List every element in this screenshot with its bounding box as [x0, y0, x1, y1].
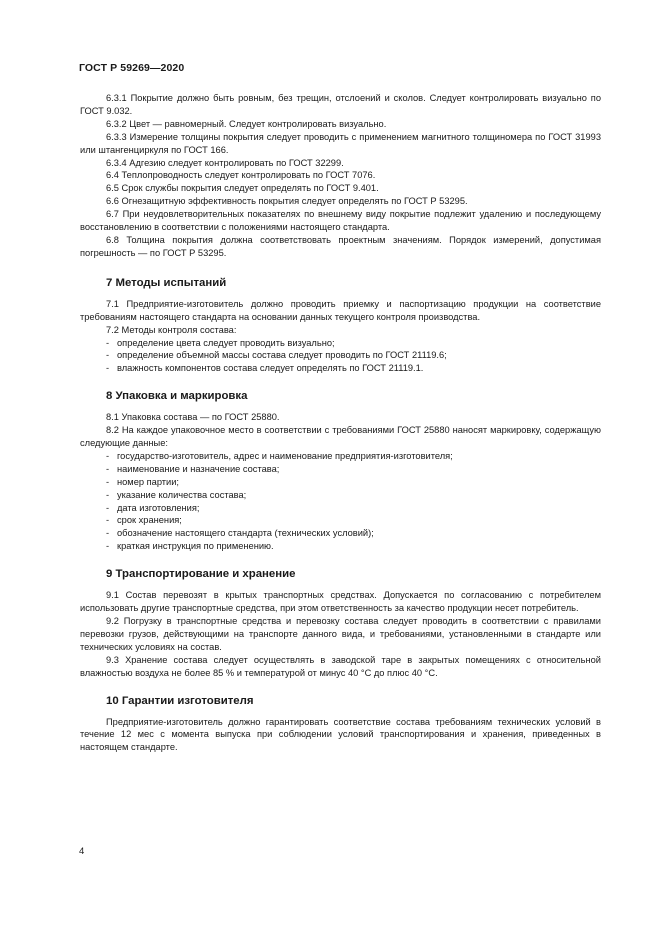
list-dash: - [106, 515, 110, 526]
list-dash: - [106, 489, 110, 500]
paragraph-9-2: 9.2 Погрузку в транспортные средства и перевозку состава следует проводить в соответствии с правилами перевозки грузов, действующими на транспорте данного вида, и требованиями, установленными в стандарте или технических условиях на состав. [80, 616, 601, 652]
list-dash: - [106, 450, 110, 461]
list-item-text: государство-изготовитель, адрес и наименование предприятия-изготовителя; [117, 450, 453, 461]
paragraph-7-2: 7.2 Методы контроля состава: [106, 324, 237, 335]
list-dash: - [106, 350, 110, 361]
list-item-text: наименование и назначение состава; [117, 463, 280, 474]
list-item-text: влажность компонентов состава следует определять по ГОСТ 21119.1. [117, 363, 424, 374]
list-dash: - [106, 502, 110, 513]
list-item-text: определение объемной массы состава следует проводить по ГОСТ 21119.6; [117, 350, 447, 361]
list-item-text: краткая инструкция по применению. [117, 541, 274, 552]
list-item-text: дата изготовления; [117, 502, 200, 513]
list-item-text: срок хранения; [117, 515, 182, 526]
list-item [80, 489, 601, 502]
section-7-heading: 7 Методы испытаний [106, 276, 227, 289]
list-dash: - [106, 528, 110, 539]
list-item [80, 362, 601, 375]
list-item [80, 514, 601, 527]
list-item [80, 476, 601, 489]
list-dash: - [106, 363, 110, 374]
paragraph-7-1: 7.1 Предприятие-изготовитель должно проводить приемку и паспортизацию продукции на соответствие требованиям настоящего стандарта на основании данных текущего контроля производства. [80, 298, 601, 322]
paragraph-9-1: 9.1 Состав перевозят в крытых транспортных средствах. Допускается по согласованию с потребителем использовать другие транспортные средства, при этом ответственность за качество продукции несет потребитель. [80, 590, 601, 614]
paragraph-6-3-1: 6.3.1 Покрытие должно быть ровным, без трещин, отслоений и сколов. Следует контролировать визуально по ГОСТ 9.032. [80, 93, 601, 116]
list-dash: - [106, 476, 110, 487]
paragraph-8-2: 8.2 На каждое упаковочное место в соответствии с требованиями ГОСТ 25880 наносят маркировку, содержащую следующие данные: [80, 425, 601, 449]
page-number: 4 [79, 846, 85, 857]
list-item [80, 349, 601, 362]
paragraph-6-3-4: 6.3.4 Адгезию следует контролировать по ГОСТ 32299. [106, 157, 344, 168]
list-item-text: указание количества состава; [117, 489, 247, 500]
list-item [80, 337, 601, 350]
section-9-heading: 9 Транспортирование и хранение [106, 568, 296, 581]
standard-header: ГОСТ Р 59269—2020 [79, 62, 185, 74]
paragraph-10: Предприятие-изготовитель должно гарантировать соответствие состава требованиям технических условий в течение 12 мес с момента выпуска при соблюдении условий транспортирования и хранения, приведенных в настоящем стандарте. [80, 716, 601, 753]
list-item [80, 540, 601, 553]
section-10-heading: 10 Гарантии изготовителя [106, 694, 254, 707]
list-item-text: обозначение настоящего стандарта (технических условий); [117, 528, 374, 539]
paragraph-6-6: 6.6 Огнезащитную эффективность покрытия следует определять по ГОСТ Р 53295. [106, 196, 468, 207]
list-item-text: номер партии; [117, 476, 180, 487]
list-dash: - [106, 337, 110, 348]
paragraph-6-5: 6.5 Срок службы покрытия следует определять по ГОСТ 9.401. [106, 183, 379, 194]
paragraph-6-3-3: 6.3.3 Измерение толщины покрытия следует проводить с применением магнитного толщиномера по ГОСТ 31993 или штангенциркуля по ГОСТ 166. [80, 131, 601, 155]
document-body [80, 92, 601, 754]
list-dash: - [106, 463, 110, 474]
paragraph-8-1: 8.1 Упаковка состава — по ГОСТ 25880. [106, 412, 280, 423]
paragraph-9-3: 9.3 Хранение состава следует осуществлять в заводской таре в закрытых помещениях с относительной влажностью воздуха не более 85 % и температурой от минус 40 °С до плюс 40 °С. [80, 654, 601, 678]
list-item [80, 463, 601, 476]
section-8-heading: 8 Упаковка и маркировка [106, 390, 248, 403]
list-dash: - [106, 541, 110, 552]
list-item [80, 502, 601, 515]
list-item [80, 450, 601, 463]
paragraph-6-7: 6.7 При неудовлетворительных показателях по внешнему виду покрытие подлежит удалению и последующему восстановлению в соответствии с положениями настоящего стандарта. [80, 209, 601, 233]
paragraph-6-4: 6.4 Теплопроводность следует контролировать по ГОСТ 7076. [106, 170, 376, 181]
list-item-text: определение цвета следует проводить визуально; [117, 337, 335, 348]
paragraph-6-3-2: 6.3.2 Цвет — равномерный. Следует контролировать визуально. [106, 118, 387, 129]
paragraph-6-8: 6.8 Толщина покрытия должна соответствовать проектным значениям. Порядок измерений, допустимая погрешность — по ГОСТ Р 53295. [80, 234, 601, 258]
list-item [80, 527, 601, 540]
